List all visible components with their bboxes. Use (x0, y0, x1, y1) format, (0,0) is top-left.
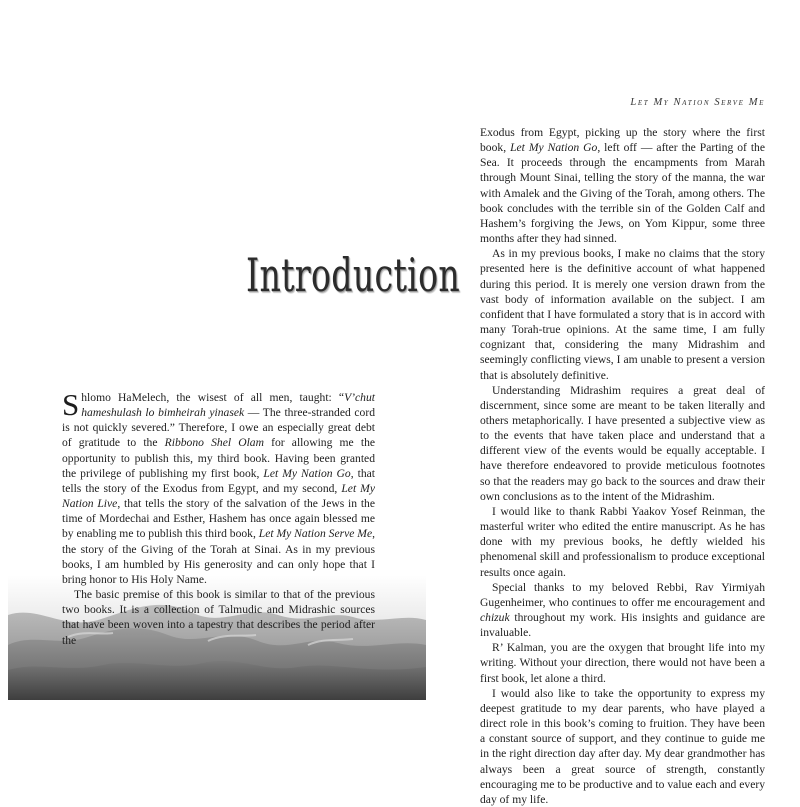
text-run: , left off — after the Parting of the Sea. It proceeds through the encampments from Marah through Mount Sinai, telling the story of the manna, the war with Amalek and the Giving of the Torah, among others. The book concludes with the terrible sin of the Golden Calf and Hashem’s forgiving the Jews, on Yom Kippur, some three months after they had sinned. (480, 141, 765, 246)
text-run: throughout my work. His insights and guidance are invaluable. (480, 611, 765, 640)
book-title: Let My Nation Go (510, 141, 598, 155)
hebrew-word: chizuk (480, 611, 510, 624)
text-run: for allowing me the opportunity to publish this, my third book. Having been granted the privilege of publishing my first book, (62, 436, 376, 480)
paragraph: As in my previous books, I make no claims that the story presented here is the definitive account of what happened during this period. It is merely one version drawn from the vast body of information available on the subject. I am confident that I have formulated a story that is in accord with many Torah-true opinions. At the same time, I am fully cognizant that, considering the many Midrashim and seemingly conflicting views, I am unable to present a version that is absolutely definitive. (480, 247, 765, 382)
page-title: Introduction (246, 248, 461, 302)
text-run: Special thanks to my beloved Rebbi, Rav Yirmiyah Gugenheimer, who continues to offer me encouragement and (480, 580, 765, 609)
paragraph: I would like to thank Rabbi Yaakov Yosef Reinman, the masterful writer who edited the entire manuscript. As he has done with my previous books, he deftly wielded his phenomenal skill and professionalism to produce exceptional results once again. (480, 504, 765, 579)
book-title: Let My Nation Serve Me (258, 527, 373, 541)
paragraph: R’ Kalman, you are the oxygen that brought life into my writing. Without your direction, there would not have been a first book, let alone a third. (480, 641, 765, 685)
text-run: , that tells the story of the salvation of the Jews in the time of Mordechai and Esther, Hashem has once again blessed me by enabling me to publish this third book, (62, 497, 375, 541)
paragraph: Understanding Midrashim requires a great deal of discernment, since some are meant to be taken literally and others metaphorically. I have presented a subjective view as to the events that have taken place and understand that a different view of the events would be equally acceptable. I have therefore endeavored to provide meticulous footnotes so that the readers may go back to the sources and draw their own conclusions as to the intent of the Midrashim. (480, 383, 765, 503)
paragraph (62, 387, 376, 587)
paragraph (480, 125, 765, 246)
book-title: Let My Nation Go (263, 466, 351, 480)
paragraph: The basic premise of this book is similar to that of the previous two books. It is a collection of Talmudic and Midrashic sources that have been woven into a tapestry that describes the period after the (62, 588, 375, 647)
text-run: , that tells the story of the Exodus from Egypt, and my second, (62, 466, 375, 495)
paragraph (480, 580, 765, 641)
text-run: , the story of the Giving of the Torah at Sinai. As in my previous books, I am humbled by His generosity and can only hope that I bring honor to His Holy Name. (62, 527, 375, 586)
text-run: hlomo HaMelech, the wisest of all men, taught: “ (81, 391, 345, 404)
running-head: Let My Nation Serve Me (630, 97, 765, 108)
left-body-text (62, 387, 376, 648)
drop-cap: S (62, 387, 80, 422)
right-body-text (480, 125, 765, 807)
hebrew-phrase: V’chut hameshulash lo bimheirah yinasek (81, 391, 375, 420)
paragraph: I would also like to take the opportunity to express my deepest gratitude to my dear parents, who have played a direct role in this book’s coming to fruition. They have been a constant source of support, and they continue to guide me in the right direction day after day. My dear grandmother has always been a great source of strength, constantly encouraging me to be productive and to value each and every day of my life. (480, 686, 765, 806)
book-title: Let My Nation Live (62, 481, 375, 511)
text-run: — The three-stranded cord is not quickly severed.” Therefore, I owe an especially great debt of gratitude to the (62, 406, 375, 450)
hebrew-phrase: Ribbono Shel Olam (164, 436, 264, 450)
text-run: Exodus from Egypt, picking up the story where the first book, (480, 126, 765, 155)
